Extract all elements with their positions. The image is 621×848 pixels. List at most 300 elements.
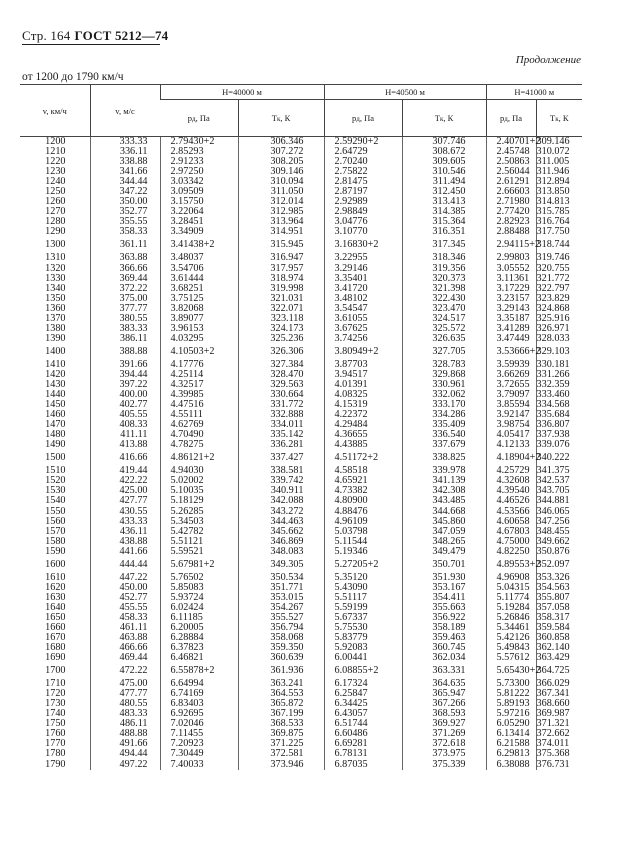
cell-pd-40500: 4.43885: [324, 440, 402, 450]
cell-v-kmh: 1430: [45, 378, 66, 390]
cell-pd-40000: 6.28884: [160, 633, 238, 643]
cell-pd-41000: 2.45748: [486, 147, 536, 157]
cell-pd-40000: 5.85083: [160, 583, 238, 593]
cell-pd-40000: 3.89077: [160, 314, 238, 324]
cell-tk-41000: 355.807: [536, 593, 582, 603]
cell-tk-40500: 330.961: [402, 380, 486, 390]
cell-tk-41000: 369.987: [536, 709, 582, 719]
cell-v-kmh: 1550: [45, 505, 66, 517]
cell-pd-40000: 4.94030: [160, 466, 238, 476]
cell-pd-41000: 2.40701+2: [486, 137, 536, 148]
cell-tk-40000: 310.094: [238, 177, 324, 187]
cell-tk-40000: 346.869: [238, 537, 324, 547]
cell-pd-40000: 6.83403: [160, 699, 238, 709]
cell-pd-41000: 5.97216: [486, 709, 536, 719]
cell-pd-40500: 5.67337: [324, 613, 402, 623]
cell-pd-41000: 4.32608: [486, 476, 536, 486]
cell-pd-41000: 4.18904+2: [486, 450, 536, 466]
cell-pd-41000: 5.19284: [486, 603, 536, 613]
cell-tk-40500: 348.265: [402, 537, 486, 547]
cell-tk-40000: 344.463: [238, 517, 324, 527]
cell-pd-40000: 2.97250: [160, 167, 238, 177]
cell-tk-40000: 351.771: [238, 583, 324, 593]
cell-pd-40000: 6.02424: [160, 603, 238, 613]
cell-pd-40000: 4.86121+2: [160, 450, 238, 466]
cell-pd-41000: 5.26846: [486, 613, 536, 623]
cell-v-ms: 369.44: [90, 274, 160, 284]
cell-pd-40000: 4.10503+2: [160, 344, 238, 360]
cell-tk-40000: 367.199: [238, 709, 324, 719]
cell-v-kmh: 1590: [45, 545, 66, 557]
cell-tk-40500: 355.663: [402, 603, 486, 613]
cell-pd-41000: 4.89553+2: [486, 557, 536, 573]
cell-tk-40000: 363.241: [238, 679, 324, 689]
cell-tk-40000: 358.068: [238, 633, 324, 643]
cell-pd-40500: 3.48102: [324, 294, 402, 304]
cell-tk-40000: 336.281: [238, 440, 324, 450]
cell-pd-41000: 3.05552: [486, 264, 536, 274]
cell-tk-40500: 372.618: [402, 739, 486, 749]
cell-v-ms: 416.66: [90, 450, 160, 466]
cell-tk-41000: 347.256: [536, 517, 582, 527]
cell-pd-41000: 3.72655: [486, 380, 536, 390]
cell-v-kmh: 1250: [45, 186, 66, 198]
cell-pd-41000: 5.34461: [486, 623, 536, 633]
cell-pd-40500: 3.10770: [324, 227, 402, 237]
cell-pd-40000: 6.20005: [160, 623, 238, 633]
cell-v-kmh: 1680: [45, 642, 66, 654]
cell-pd-40500: 6.78131: [324, 749, 402, 759]
cell-pd-40500: 3.22955: [324, 253, 402, 263]
cell-pd-41000: 3.66269: [486, 370, 536, 380]
cell-pd-40500: 2.64729: [324, 147, 402, 157]
cell-pd-40000: 6.92695: [160, 709, 238, 719]
cell-tk-41000: 368.660: [536, 699, 582, 709]
cell-tk-40500: 368.593: [402, 709, 486, 719]
cell-tk-40500: 365.947: [402, 689, 486, 699]
cell-pd-41000: 3.41289: [486, 324, 536, 334]
cell-tk-40000: 334.011: [238, 420, 324, 430]
cell-tk-41000: 341.375: [536, 466, 582, 476]
cell-pd-40000: 6.37823: [160, 643, 238, 653]
cell-v-ms: 494.44: [90, 749, 160, 759]
table-row: [20, 653, 582, 663]
cell-tk-40500: 333.170: [402, 400, 486, 410]
cell-tk-41000: 316.764: [536, 217, 582, 227]
cell-pd-40500: 3.29146: [324, 264, 402, 274]
cell-v-ms: 488.88: [90, 729, 160, 739]
cell-pd-40000: 2.91233: [160, 157, 238, 167]
cell-v-kmh: 1390: [45, 332, 66, 344]
cell-v-kmh: 1400: [45, 345, 66, 357]
cell-v-kmh: 1790: [45, 758, 66, 770]
cell-tk-41000: 357.058: [536, 603, 582, 613]
cell-v-kmh: 1410: [45, 358, 66, 370]
cell-v-kmh: 1730: [45, 698, 66, 710]
cell-tk-41000: 348.455: [536, 527, 582, 537]
col-header-v-ms: v, м/с: [90, 85, 160, 137]
cell-tk-41000: 319.746: [536, 253, 582, 263]
table-row: [20, 547, 582, 557]
col-header-altitude-3: H=41000 м: [486, 85, 582, 100]
table-body: [20, 137, 582, 770]
cell-v-kmh: 1650: [45, 611, 66, 623]
cell-pd-41000: 3.79097: [486, 390, 536, 400]
cell-tk-40000: 340.911: [238, 486, 324, 496]
cell-tk-40000: 321.031: [238, 294, 324, 304]
standard-code: ГОСТ 5212—74: [74, 28, 169, 43]
cell-v-ms: 430.55: [90, 507, 160, 517]
cell-pd-40500: 4.36655: [324, 430, 402, 440]
cell-tk-40000: 361.936: [238, 663, 324, 679]
cell-tk-41000: 343.705: [536, 486, 582, 496]
cell-v-kmh: 1780: [45, 748, 66, 760]
cell-pd-40000: 4.78275: [160, 440, 238, 450]
cell-pd-41000: 4.75000: [486, 537, 536, 547]
cell-pd-40000: 5.93724: [160, 593, 238, 603]
cell-pd-40500: 2.81475: [324, 177, 402, 187]
cell-pd-40500: 3.67625: [324, 324, 402, 334]
cell-tk-41000: 349.662: [536, 537, 582, 547]
cell-pd-41000: 5.73300: [486, 679, 536, 689]
cell-tk-40500: 347.059: [402, 527, 486, 537]
cell-pd-40000: 7.30449: [160, 749, 238, 759]
cell-pd-41000: 2.50863: [486, 157, 536, 167]
cell-v-ms: 463.88: [90, 633, 160, 643]
cell-v-kmh: 1540: [45, 495, 66, 507]
cell-v-ms: 477.77: [90, 689, 160, 699]
continuation-label: Продолжение: [515, 54, 581, 66]
cell-tk-40000: 308.205: [238, 157, 324, 167]
cell-pd-40000: 3.09509: [160, 187, 238, 197]
cell-pd-40500: 5.19346: [324, 547, 402, 557]
cell-tk-40000: 364.553: [238, 689, 324, 699]
cell-pd-40000: 3.34909: [160, 227, 238, 237]
cell-pd-40000: 4.62769: [160, 420, 238, 430]
cell-tk-40500: 317.345: [402, 237, 486, 253]
cell-v-ms: 408.33: [90, 420, 160, 430]
cell-pd-41000: 2.66603: [486, 187, 536, 197]
cell-pd-40500: 6.08855+2: [324, 663, 402, 679]
cell-tk-40000: 307.272: [238, 147, 324, 157]
cell-tk-40500: 327.705: [402, 344, 486, 360]
cell-v-ms: 386.11: [90, 334, 160, 344]
col-header-altitude-1: H=40000 м: [160, 85, 324, 100]
cell-tk-40500: 308.672: [402, 147, 486, 157]
cell-pd-41000: 5.11774: [486, 593, 536, 603]
cell-tk-40500: 369.927: [402, 719, 486, 729]
cell-tk-41000: 339.076: [536, 440, 582, 450]
cell-v-ms: 458.33: [90, 613, 160, 623]
cell-pd-41000: 5.57612: [486, 653, 536, 663]
cell-pd-40500: 4.01391: [324, 380, 402, 390]
cell-v-kmh: 1490: [45, 439, 66, 451]
cell-pd-41000: 5.89193: [486, 699, 536, 709]
cell-tk-40500: 375.339: [402, 760, 486, 770]
cell-tk-40000: 343.272: [238, 507, 324, 517]
table-row: [20, 227, 582, 237]
cell-pd-40000: 3.54706: [160, 264, 238, 274]
cell-tk-40000: 373.946: [238, 760, 324, 770]
cell-tk-40000: 318.974: [238, 274, 324, 284]
cell-tk-40000: 353.015: [238, 593, 324, 603]
cell-tk-40000: 348.083: [238, 547, 324, 557]
cell-v-kmh: 1360: [45, 302, 66, 314]
cell-tk-40000: 311.050: [238, 187, 324, 197]
cell-tk-41000: 358.317: [536, 613, 582, 623]
cell-pd-41000: 2.56044: [486, 167, 536, 177]
cell-tk-40500: 363.331: [402, 663, 486, 679]
cell-v-kmh: 1720: [45, 688, 66, 700]
cell-tk-40000: 338.581: [238, 466, 324, 476]
cell-pd-40000: 5.67981+2: [160, 557, 238, 573]
cell-v-kmh: 1380: [45, 322, 66, 334]
cell-tk-41000: 374.011: [536, 739, 582, 749]
cell-v-ms: 391.66: [90, 360, 160, 370]
cell-pd-40500: 4.58518: [324, 466, 402, 476]
cell-pd-40500: 5.03798: [324, 527, 402, 537]
cell-tk-40500: 318.346: [402, 253, 486, 263]
cell-pd-40500: 2.59290+2: [324, 137, 402, 148]
cell-tk-40500: 350.701: [402, 557, 486, 573]
cell-v-ms: 444.44: [90, 557, 160, 573]
cell-tk-40500: 314.385: [402, 207, 486, 217]
cell-pd-40500: 5.75530: [324, 623, 402, 633]
cell-tk-41000: 320.755: [536, 264, 582, 274]
cell-tk-40500: 309.605: [402, 157, 486, 167]
cell-pd-41000: 6.21588: [486, 739, 536, 749]
cell-v-kmh: 1420: [45, 368, 66, 380]
cell-tk-40000: 349.305: [238, 557, 324, 573]
cell-pd-40000: 3.96153: [160, 324, 238, 334]
cell-v-ms: 366.66: [90, 264, 160, 274]
cell-tk-41000: 312.894: [536, 177, 582, 187]
cell-pd-40500: 2.98849: [324, 207, 402, 217]
speed-range-label: от 1200 до 1790 км/ч: [22, 71, 124, 83]
cell-v-ms: 452.77: [90, 593, 160, 603]
cell-pd-40500: 5.43090: [324, 583, 402, 593]
table-row: [20, 450, 582, 466]
cell-tk-41000: 342.537: [536, 476, 582, 486]
cell-v-ms: 436.11: [90, 527, 160, 537]
cell-tk-40000: 329.563: [238, 380, 324, 390]
cell-v-kmh: 1460: [45, 409, 66, 421]
cell-pd-41000: 2.88488: [486, 227, 536, 237]
cell-v-kmh: 1210: [45, 146, 66, 158]
cell-tk-40000: 354.267: [238, 603, 324, 613]
cell-v-ms: 475.00: [90, 679, 160, 689]
cell-pd-40500: 4.51172+2: [324, 450, 402, 466]
cell-pd-41000: 2.61291: [486, 177, 536, 187]
table-row: [20, 334, 582, 344]
cell-tk-40000: 314.951: [238, 227, 324, 237]
cell-tk-41000: 352.097: [536, 557, 582, 573]
cell-pd-40000: 4.25114: [160, 370, 238, 380]
cell-v-ms: 347.22: [90, 187, 160, 197]
cell-v-ms: 427.77: [90, 496, 160, 506]
cell-pd-41000: 4.60658: [486, 517, 536, 527]
cell-tk-41000: 314.813: [536, 197, 582, 207]
cell-pd-40000: 3.22064: [160, 207, 238, 217]
cell-tk-41000: 360.858: [536, 633, 582, 643]
cell-v-kmh: 1320: [45, 262, 66, 274]
cell-tk-40500: 332.062: [402, 390, 486, 400]
cell-tk-40500: 315.364: [402, 217, 486, 227]
cell-pd-41000: 3.98754: [486, 420, 536, 430]
cell-v-kmh: 1470: [45, 419, 66, 431]
cell-pd-40000: 7.11455: [160, 729, 238, 739]
cell-tk-40500: 342.308: [402, 486, 486, 496]
cell-pd-40500: 4.22372: [324, 410, 402, 420]
cell-tk-40000: 306.346: [238, 137, 324, 148]
cell-tk-40500: 341.139: [402, 476, 486, 486]
cell-v-ms: 491.66: [90, 739, 160, 749]
cell-v-ms: 441.66: [90, 547, 160, 557]
cell-pd-40000: 3.15750: [160, 197, 238, 207]
cell-tk-40500: 373.975: [402, 749, 486, 759]
cell-pd-40500: 2.87197: [324, 187, 402, 197]
cell-v-kmh: 1740: [45, 708, 66, 720]
cell-pd-41000: 3.59939: [486, 360, 536, 370]
col-header-pd: pд, Па: [486, 100, 536, 137]
cell-tk-40000: 316.947: [238, 253, 324, 263]
cell-pd-40000: 4.03295: [160, 334, 238, 344]
cell-v-ms: 413.88: [90, 440, 160, 450]
cell-v-ms: 388.88: [90, 344, 160, 360]
cell-tk-41000: 313.850: [536, 187, 582, 197]
cell-pd-41000: 4.46526: [486, 496, 536, 506]
cell-v-ms: 333.33: [90, 137, 160, 148]
cell-v-kmh: 1310: [45, 252, 66, 264]
cell-v-kmh: 1500: [45, 452, 66, 464]
cell-tk-41000: 318.744: [536, 237, 582, 253]
cell-pd-41000: 2.99803: [486, 253, 536, 263]
cell-v-ms: 438.88: [90, 537, 160, 547]
cell-pd-40000: 3.82068: [160, 304, 238, 314]
cell-tk-40000: 355.527: [238, 613, 324, 623]
cell-v-ms: 383.33: [90, 324, 160, 334]
cell-pd-41000: 2.94115+2: [486, 237, 536, 253]
table-row: [20, 496, 582, 506]
cell-pd-41000: 4.25729: [486, 466, 536, 476]
cell-tk-41000: 311.946: [536, 167, 582, 177]
cell-v-ms: 425.00: [90, 486, 160, 496]
cell-tk-40500: 344.668: [402, 507, 486, 517]
cell-pd-41000: 4.12133: [486, 440, 536, 450]
cell-pd-40500: 6.69281: [324, 739, 402, 749]
cell-tk-40500: 345.860: [402, 517, 486, 527]
cell-pd-40500: 2.70240: [324, 157, 402, 167]
cell-tk-40500: 323.470: [402, 304, 486, 314]
cell-v-kmh: 1580: [45, 535, 66, 547]
cell-pd-40500: 6.34425: [324, 699, 402, 709]
cell-v-ms: 480.55: [90, 699, 160, 709]
cell-pd-40500: 4.80900: [324, 496, 402, 506]
cell-tk-41000: 323.829: [536, 294, 582, 304]
cell-v-kmh: 1480: [45, 429, 66, 441]
cell-pd-41000: 5.81222: [486, 689, 536, 699]
cell-pd-40000: 3.61444: [160, 274, 238, 284]
cell-pd-40000: 3.03342: [160, 177, 238, 187]
cell-tk-40500: 351.930: [402, 573, 486, 583]
cell-v-kmh: 1690: [45, 652, 66, 664]
cell-pd-40000: 7.02046: [160, 719, 238, 729]
cell-v-kmh: 1620: [45, 581, 66, 593]
cell-pd-41000: 5.49843: [486, 643, 536, 653]
cell-pd-40000: 5.02002: [160, 476, 238, 486]
cell-v-ms: 352.77: [90, 207, 160, 217]
cell-pd-40000: 5.26285: [160, 507, 238, 517]
cell-tk-41000: 337.938: [536, 430, 582, 440]
col-header-altitude-2: H=40500 м: [324, 85, 486, 100]
cell-tk-40500: 359.463: [402, 633, 486, 643]
cell-v-kmh: 1640: [45, 601, 66, 613]
cell-v-kmh: 1440: [45, 389, 66, 401]
cell-tk-40500: 311.494: [402, 177, 486, 187]
cell-pd-40500: 6.00441: [324, 653, 402, 663]
cell-v-kmh: 1290: [45, 226, 66, 238]
cell-tk-40500: 367.266: [402, 699, 486, 709]
cell-v-ms: 405.55: [90, 410, 160, 420]
cell-pd-40500: 3.16830+2: [324, 237, 402, 253]
cell-pd-41000: 4.05417: [486, 430, 536, 440]
cell-pd-41000: 3.35187: [486, 314, 536, 324]
cell-pd-40000: 3.48037: [160, 253, 238, 263]
cell-v-kmh: 1220: [45, 156, 66, 168]
cell-v-kmh: 1370: [45, 312, 66, 324]
cell-tk-40000: 365.872: [238, 699, 324, 709]
cell-tk-41000: 354.563: [536, 583, 582, 593]
cell-pd-40500: 6.87035: [324, 760, 402, 770]
cell-tk-40500: 364.635: [402, 679, 486, 689]
cell-tk-40500: 353.167: [402, 583, 486, 593]
cell-tk-40000: 319.998: [238, 284, 324, 294]
cell-v-ms: 419.44: [90, 466, 160, 476]
cell-pd-40000: 5.76502: [160, 573, 238, 583]
cell-v-kmh: 1710: [45, 678, 66, 690]
cell-v-ms: 336.11: [90, 147, 160, 157]
cell-v-ms: 472.22: [90, 663, 160, 679]
cell-pd-40000: 7.40033: [160, 760, 238, 770]
cell-tk-40000: 324.173: [238, 324, 324, 334]
cell-v-ms: 461.11: [90, 623, 160, 633]
cell-pd-41000: 2.71980: [486, 197, 536, 207]
cell-v-ms: 466.66: [90, 643, 160, 653]
cell-pd-41000: 3.23157: [486, 294, 536, 304]
cell-pd-40500: 3.87703: [324, 360, 402, 370]
cell-v-kmh: 1350: [45, 292, 66, 304]
cell-tk-40000: 327.384: [238, 360, 324, 370]
cell-v-ms: 394.44: [90, 370, 160, 380]
cell-pd-40000: 5.18129: [160, 496, 238, 506]
cell-tk-41000: 331.266: [536, 370, 582, 380]
cell-tk-40000: 315.945: [238, 237, 324, 253]
cell-pd-40000: 2.85293: [160, 147, 238, 157]
cell-v-ms: 455.55: [90, 603, 160, 613]
col-header-tk: Tк, К: [536, 100, 582, 137]
cell-tk-40500: 335.409: [402, 420, 486, 430]
cell-pd-41000: 4.39540: [486, 486, 536, 496]
cell-pd-40500: 5.92083: [324, 643, 402, 653]
cell-pd-40000: 5.59521: [160, 547, 238, 557]
cell-v-ms: 377.77: [90, 304, 160, 314]
cell-pd-41000: 6.29813: [486, 749, 536, 759]
cell-tk-40500: 362.034: [402, 653, 486, 663]
cell-tk-41000: 322.797: [536, 284, 582, 294]
cell-tk-40500: 339.978: [402, 466, 486, 476]
cell-v-kmh: 1700: [45, 665, 66, 677]
cell-pd-41000: 2.82923: [486, 217, 536, 227]
